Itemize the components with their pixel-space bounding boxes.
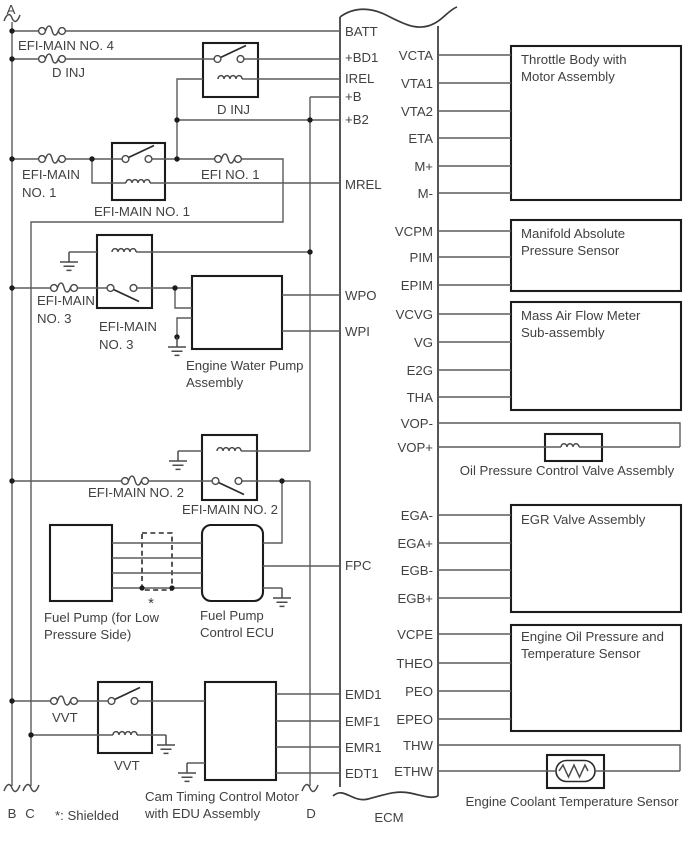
fuse-efi-main-no3-icon xyxy=(51,283,78,292)
eopts-label-l2: Temperature Sensor xyxy=(521,646,641,661)
pin-egb-minus: EGB- xyxy=(400,563,433,578)
fuse-efi-main-no1-label-l2: NO. 1 xyxy=(22,185,57,200)
relay-efi-main-no3-label-l2: NO. 3 xyxy=(99,337,134,352)
marker-d: D xyxy=(306,806,316,821)
ground-vvt-relay-icon xyxy=(157,735,175,753)
fuse-efi-main-no2-label: EFI-MAIN NO. 2 xyxy=(88,485,184,500)
fuel-pump-ecu-box xyxy=(202,525,263,601)
marker-c: C xyxy=(25,806,35,821)
pin-epim: EPIM xyxy=(400,278,433,293)
component-boxes xyxy=(50,43,681,788)
fuse-vvt-label: VVT xyxy=(52,710,78,725)
water-pump-label-l1: Engine Water Pump xyxy=(186,358,304,373)
pin-emf1: EMF1 xyxy=(345,714,381,729)
relay-efi-main-no3-label-l1: EFI-MAIN xyxy=(99,319,157,334)
pin-tha: THA xyxy=(406,390,433,405)
pin-m-minus: M- xyxy=(417,186,433,201)
pin-fpc: FPC xyxy=(345,558,372,573)
pin-bd1: +BD1 xyxy=(345,50,379,65)
relay-efi-main-no2-label: EFI-MAIN NO. 2 xyxy=(182,502,278,517)
pin-wpo: WPO xyxy=(345,288,377,303)
ecm-bottom-torn-edge xyxy=(333,792,438,800)
pin-ethw: ETHW xyxy=(394,764,433,779)
cam-motor-label-l1: Cam Timing Control Motor xyxy=(145,789,299,804)
fp-ecu-label-l1: Fuel Pump xyxy=(200,608,264,623)
symbols xyxy=(4,15,588,792)
fuse-efi-main-no3-label-l1: EFI-MAIN xyxy=(37,293,95,308)
pin-peo: PEO xyxy=(405,684,433,699)
maf-label-l2: Sub-assembly xyxy=(521,325,605,340)
relay-box-efi-main-no1 xyxy=(112,143,165,200)
pin-emr1: EMR1 xyxy=(345,740,382,755)
fuse-efi-main-no3-label-l2: NO. 3 xyxy=(37,311,72,326)
opcv-label: Oil Pressure Control Valve Assembly xyxy=(459,463,675,478)
ground-relay2-icon xyxy=(169,451,187,469)
pin-edt1: EDT1 xyxy=(345,766,379,781)
pin-vcpm: VCPM xyxy=(394,224,433,239)
pin-vcvg: VCVG xyxy=(395,307,433,322)
fuse-efi-main-no2-icon xyxy=(122,476,149,485)
fuse-efi-main-no1-label-l1: EFI-MAIN xyxy=(22,167,80,182)
wire-water-pump-branch xyxy=(175,288,192,308)
fuel-pump-label-l2: Pressure Side) xyxy=(44,627,132,642)
maf-label-l1: Mass Air Flow Meter xyxy=(521,308,641,323)
ground-water-pump-icon xyxy=(168,337,186,355)
ground-cam-motor-icon xyxy=(178,763,196,781)
pin-vcpe: VCPE xyxy=(397,627,433,642)
ecm-label: ECM xyxy=(374,810,404,825)
wires-throttle xyxy=(438,55,511,193)
fuel-pump-label-l1: Fuel Pump (for Low xyxy=(44,610,160,625)
marker-a: A xyxy=(6,2,16,17)
wires-map xyxy=(438,231,511,285)
pin-emd1: EMD1 xyxy=(345,687,382,702)
thermistor-capsule xyxy=(556,761,595,782)
fp-ecu-label-l2: Control ECU xyxy=(200,625,275,640)
throttle-label-l2: Motor Assembly xyxy=(521,69,615,84)
pin-vta2: VTA2 xyxy=(400,104,433,119)
pin-wpi: WPI xyxy=(345,324,370,339)
pin-vop-plus: VOP+ xyxy=(397,440,433,455)
fuel-pump-box xyxy=(50,525,112,601)
relay-d-inj-label: D INJ xyxy=(217,102,250,117)
ground-relay3-icon xyxy=(60,252,78,270)
wires-cam-motor xyxy=(276,694,340,773)
map-label-l2: Pressure Sensor xyxy=(521,243,620,258)
relay-box-d-inj xyxy=(203,43,258,97)
pin-m-plus: M+ xyxy=(414,159,433,174)
fuse-efi-main-no4-icon xyxy=(39,26,66,35)
pin-eta: ETA xyxy=(408,131,433,146)
water-pump-box xyxy=(192,276,282,349)
pin-b2: +B2 xyxy=(345,112,369,127)
fuse-efi-main-no4-label: EFI-MAIN NO. 4 xyxy=(18,38,114,53)
fuse-d-inj-label: D INJ xyxy=(52,65,85,80)
pin-thw: THW xyxy=(402,738,433,753)
cam-motor-label-l2: with EDU Assembly xyxy=(145,806,261,821)
pin-vta1: VTA1 xyxy=(400,76,433,91)
wires-maf xyxy=(438,314,511,397)
fuse-efi-no1-label: EFI NO. 1 xyxy=(201,167,260,182)
ground-fp-ecu-icon xyxy=(273,588,291,606)
pin-vop-minus: VOP- xyxy=(400,416,433,431)
wires-egr xyxy=(438,515,511,598)
fuse-vvt-icon xyxy=(51,696,78,705)
pin-e2g: E2G xyxy=(406,363,433,378)
water-pump-label-l2: Assembly xyxy=(186,375,244,390)
relay-box-vvt xyxy=(98,682,152,753)
map-label-l1: Manifold Absolute xyxy=(521,226,626,241)
ects-label: Engine Coolant Temperature Sensor xyxy=(465,794,679,809)
pin-mrel: MREL xyxy=(345,177,382,192)
wires-fuel-pump xyxy=(112,543,202,588)
pin-b: +B xyxy=(345,89,362,104)
egr-label: EGR Valve Assembly xyxy=(521,512,646,527)
relay-vvt-label: VVT xyxy=(114,758,140,773)
marker-b: B xyxy=(7,806,17,821)
pin-egb-plus: EGB+ xyxy=(397,591,433,606)
relay-box-efi-main-no3 xyxy=(97,235,152,308)
fuse-efi-no1-icon xyxy=(215,154,242,163)
throttle-label-l1: Throttle Body with xyxy=(521,52,627,67)
relay-efi-main-no1-label: EFI-MAIN NO. 1 xyxy=(94,204,190,219)
pin-ega-plus: EGA+ xyxy=(397,536,433,551)
wire-water-pump-gnd xyxy=(177,318,192,337)
pin-vcta: VCTA xyxy=(398,48,433,63)
shield-star: * xyxy=(148,595,154,612)
pin-theo: THEO xyxy=(396,656,433,671)
pin-epeo: EPEO xyxy=(396,712,433,727)
pin-irel: IREL xyxy=(345,71,375,86)
pin-ega-minus: EGA- xyxy=(400,508,433,523)
wire-dinj-coil-feed xyxy=(177,79,203,159)
cam-motor-box xyxy=(205,682,276,780)
wires-eopts xyxy=(438,634,511,719)
shielded-note: *: Shielded xyxy=(55,808,119,823)
pin-pim: PIM xyxy=(409,250,433,265)
shield-dashed-box xyxy=(142,533,172,590)
fuse-d-inj-icon xyxy=(39,54,66,63)
relay-box-efi-main-no2 xyxy=(202,435,257,500)
eopts-label-l1: Engine Oil Pressure and xyxy=(521,629,664,644)
pin-vg: VG xyxy=(413,335,433,350)
pin-batt: BATT xyxy=(345,24,378,39)
fuse-efi-main-no1-icon xyxy=(39,154,66,163)
